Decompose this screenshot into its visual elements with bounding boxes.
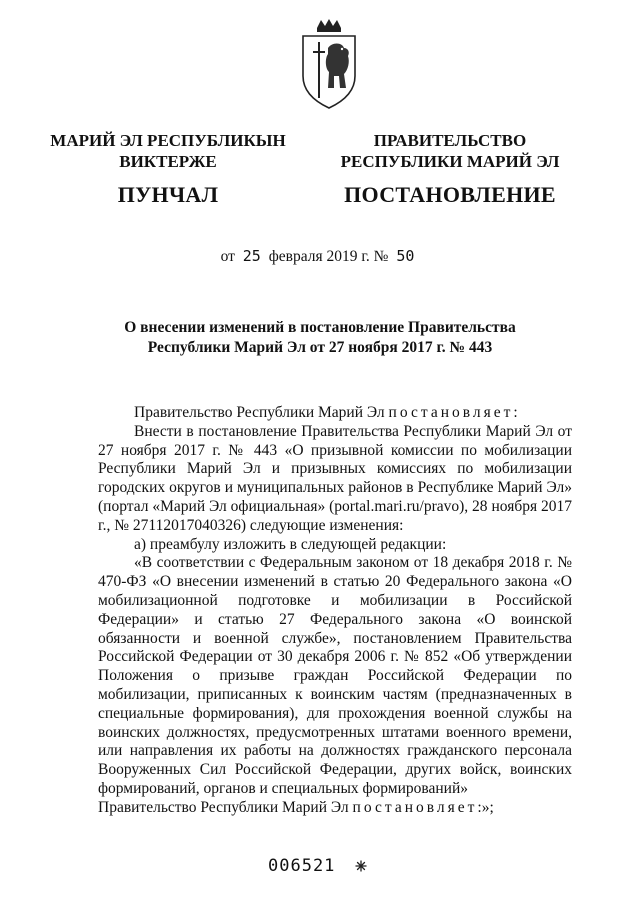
body-paragraph-item-a: а) преамбулу изложить в следующей редакции: <box>134 535 447 553</box>
body-paragraph-decree-closing <box>98 799 572 818</box>
body-paragraph-preamble: «В соответствии с Федеральным законом от 18 декабря 2018 г. № 470-ФЗ «О внесении изменений в статью 20 Федерального закона «О мобилизационной подготовке и мобилизации в Российской Федерации» и статью 27 Федерального закона «О воинской обязанности и военной службе», постановлением Правительства Российской Федерации от 30 декабря 2006 г. № 852 «Об утверждении Положения о призыве граждан Российской Федерации по мобилизации, приписанных к воинским частям (предназначенных в специальные формирования), для прохождения военной службы на воинских должностях, предусмотренных штатами военного времени, или направления их работы на должностях гражданского персонала Вооруженных Сил Российской Федерации, других войск, воинских формирований, органов и специальных формирований» <box>98 554 572 797</box>
header-right-line2: РЕСПУБЛИКИ МАРИЙ ЭЛ <box>340 152 560 171</box>
header-right-title: ПОСТАНОВЛЕНИЕ <box>344 182 556 207</box>
decree-closing-end: :»; <box>477 798 494 816</box>
header-left-line2: ВИКТЕРЖЕ <box>119 152 217 171</box>
serial-number: 006521 <box>268 856 336 876</box>
header-left-title: ПУНЧАЛ <box>117 182 219 207</box>
document-subject <box>60 318 580 358</box>
document-body <box>98 404 572 818</box>
date-line <box>0 247 639 266</box>
header-russian-language <box>320 130 580 209</box>
coat-of-arms-emblem-icon <box>298 18 360 110</box>
header-right-line1: ПРАВИТЕЛЬСТВО <box>373 131 527 150</box>
decree-closing-spaced: постановляет <box>352 798 478 816</box>
date-month-year: февраля 2019 г. № <box>268 248 389 265</box>
header-left-line1: МАРИЙ ЭЛ РЕСПУБЛИКЫН <box>50 131 286 150</box>
decree-closing-text: Правительство Республики Марий Эл <box>98 798 353 816</box>
asterisk-mark-icon <box>355 860 367 872</box>
decree-intro-spaced: постановляет <box>388 404 514 421</box>
decree-intro-text: Правительство Республики Марий Эл <box>134 404 389 421</box>
decree-intro-end: : <box>513 404 518 421</box>
date-day: 25 <box>242 247 261 265</box>
document-number: 50 <box>396 247 415 265</box>
subject-line2: Республики Марий Эл от 27 ноября 2017 г. № 443 <box>147 339 493 356</box>
subject-line1: О внесении изменений в постановление Правительства <box>124 319 516 336</box>
body-paragraph-decree-intro <box>98 404 572 423</box>
date-prefix: от <box>220 248 235 265</box>
header-mari-language <box>38 130 298 209</box>
body-paragraph-amendment: Внести в постановление Правительства Республики Марий Эл от 27 ноября 2017 г. № 443 «О призывной комиссии по мобилизации Республики Марий Эл и призывных комиссиях по мобилизации городских округов и муниципальных районов в Республике Марий Эл» (портал «Марий Эл официальная» (portal.mari.ru/pravo), 28 ноября 2017 г., № 27112017040326) следующие изменения: <box>98 422 572 534</box>
